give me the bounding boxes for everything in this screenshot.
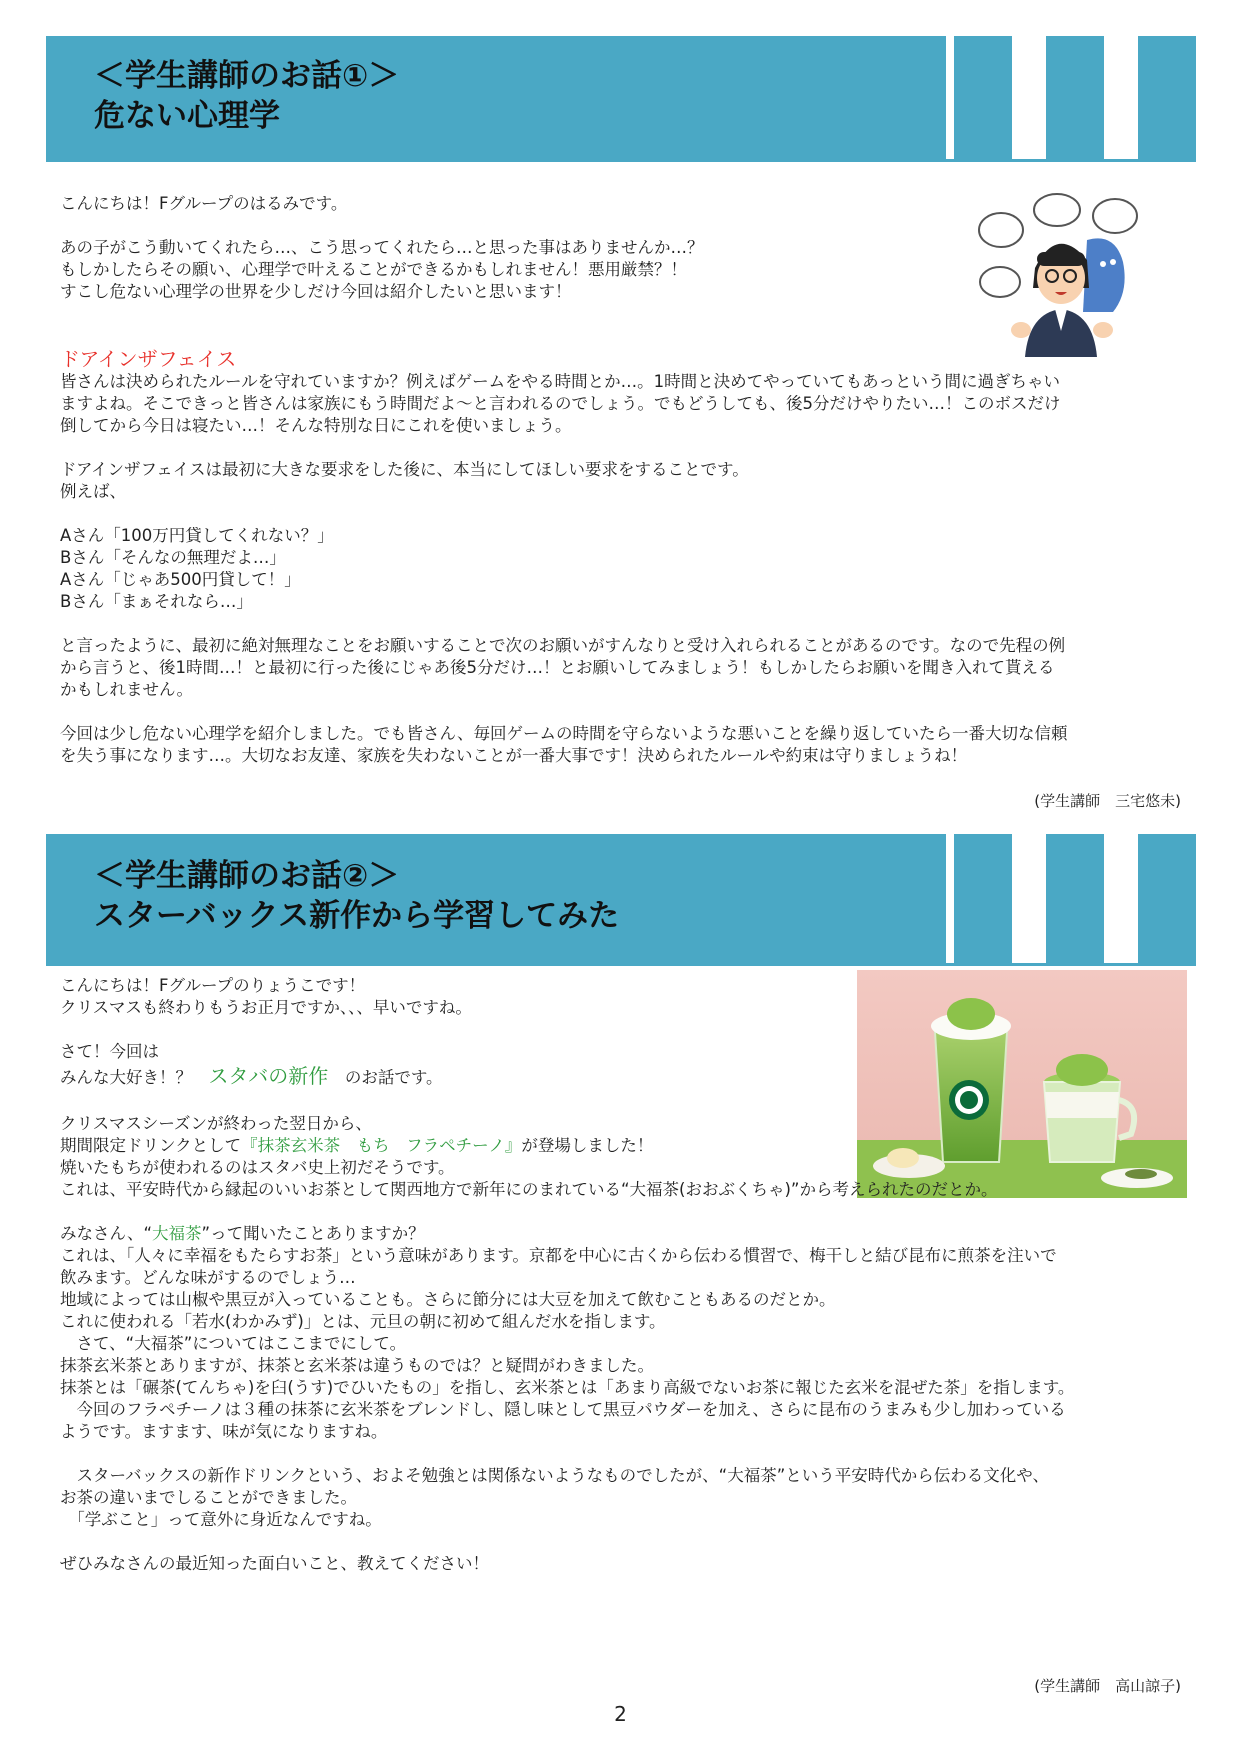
- text-fragment: のお話です。: [328, 1068, 443, 1087]
- paragraph-line: かもしれません。: [60, 680, 193, 699]
- section1-title: [94, 56, 399, 136]
- text-line: 抹茶玄米茶とありますが、抹茶と玄米茶は違うものでは？と疑問がわきました。: [60, 1356, 654, 1375]
- dialog-line: Aさん「じゃあ500円貸して！」: [60, 570, 301, 589]
- dialog-line: Bさん「そんなの無理だよ…」: [60, 548, 286, 567]
- paragraph-line: から言うと、後1時間…！と最初に行った後にじゃあ後5分だけ…！とお願いしてみましょう！もしかしたらお願いを聞き入れて貰える: [60, 658, 1055, 677]
- daifukucha-highlight: 大福茶: [152, 1224, 202, 1243]
- text-line: これに使われる「若水(わかみず)」とは、元旦の朝に初めて組んだ水を指します。: [60, 1312, 666, 1331]
- text-line: これは、「人々に幸福をもたらすお茶」という意味があります。京都を中心に古くから伝わる慣習で、梅干しと結び昆布に煎茶を注いで: [60, 1246, 1057, 1265]
- text-line: 地域によっては山椒や黒豆が入っていることも。さらに節分には大豆を加えて飲むこともあるのだとか。: [60, 1290, 836, 1309]
- drink-name-highlight: 『抹茶玄米茶 もち フラペチーノ』: [241, 1136, 522, 1155]
- section2-title: [94, 856, 619, 936]
- text-line: [60, 1223, 1180, 1245]
- text-fragment: ”って聞いたことありますか？: [201, 1224, 425, 1243]
- banner-underline: [46, 159, 1196, 162]
- section1-title-line2: 危ない心理学: [94, 98, 280, 134]
- paragraph-line: ますよね。そこできっと皆さんは家族にもう時間だよ～と言われるのでしょう。でもどうしても、後5分だけやりたい…！このボスだけ: [60, 394, 1061, 413]
- section1-banner: [46, 36, 1196, 162]
- intro-line: すこし危ない心理学の世界を少しだけ今回は紹介したいと思います！: [60, 282, 572, 301]
- intro-line: あの子がこう動いてくれたら…、こう思ってくれたら…と思った事はありませんか…？: [60, 238, 704, 257]
- text-line: スターバックスの新作ドリンクという、およそ勉強とは関係ないようなものでしたが、“大福茶”という平安時代から伝わる文化や、: [60, 1466, 1049, 1485]
- page-number: 2: [614, 1702, 627, 1726]
- section2-title-line1: ＜学生講師のお話②＞: [94, 858, 400, 894]
- paragraph-line: 例えば、: [60, 482, 126, 501]
- banner-square: [1138, 834, 1196, 966]
- text-line: こんにちは！Fグループのりょうこです！: [60, 976, 366, 995]
- text-line: [60, 1063, 1180, 1091]
- section2-banner: [46, 834, 1196, 966]
- text-line: これは、平安時代から縁起のいいお茶として関西地方で新年にのまれている“大福茶(おおぶくちゃ)”から考えられたのだとか。: [60, 1180, 998, 1199]
- section1-heading: ドアインザフェイス: [60, 347, 237, 371]
- banner-square: [1046, 36, 1104, 162]
- paragraph-line: 皆さんは決められたルールを守れていますか？例えばゲームをやる時間とか…。1時間と決めてやっていてもあっという間に過ぎちゃい: [60, 372, 1061, 391]
- text-line: お茶の違いまでしることができました。: [60, 1488, 357, 1507]
- text-fragment: 期間限定ドリンクとして: [60, 1136, 242, 1155]
- text-fragment: が登場しました！: [521, 1136, 654, 1155]
- paragraph-line: ドアインザフェイスは最初に大きな要求をした後に、本当にしてほしい要求をすることです。: [60, 460, 749, 479]
- text-line: ぜひみなさんの最近知った面白いこと、教えてください！: [60, 1554, 489, 1573]
- banner-square: [1138, 36, 1196, 162]
- dialog-line: Aさん「100万円貸してくれない？」: [60, 526, 334, 545]
- text-fragment: みんな大好き！？: [60, 1068, 209, 1087]
- text-line: 飲みます。どんな味がするのでしょう…: [60, 1268, 356, 1287]
- section1-body: [60, 193, 1180, 767]
- banner-square: [1046, 834, 1104, 966]
- text-line: 今回のフラペチーノは３種の抹茶に玄米茶をブレンドし、隠し味として黒豆パウダーを加え、さらに昆布のうまみも少し加わっている: [60, 1400, 1066, 1419]
- intro-line: こんにちは！Fグループのはるみです。: [60, 194, 348, 213]
- text-line: ようです。ますます、味が気になりますね。: [60, 1422, 388, 1441]
- section1-title-line1: ＜学生講師のお話①＞: [94, 58, 400, 94]
- text-line: 抹茶とは「碾茶(てんちゃ)を臼(うす)でひいたもの」を指し、玄米茶とは「あまり高級でないお茶に報じた玄米を混ぜた茶」を指します。: [60, 1378, 1075, 1397]
- section2-title-line2: スターバックス新作から学習してみた: [94, 898, 620, 934]
- text-line: 焼いたもちが使われるのはスタバ史上初だそうです。: [60, 1158, 455, 1177]
- text-line: [60, 1135, 1180, 1157]
- text-fragment: みなさん、“: [60, 1224, 153, 1243]
- text-line: 「学ぶこと」って意外に身近なんですね。: [60, 1510, 382, 1529]
- banner-underline: [46, 963, 1196, 966]
- dialog-line: Bさん「まぁそれなら…」: [60, 592, 253, 611]
- text-line: クリスマスも終わりもうお正月ですか、、、早いですね。: [60, 998, 472, 1017]
- section2-signature: (学生講師 高山諒子): [1034, 1677, 1181, 1695]
- intro-line: もしかしたらその願い、心理学で叶えることができるかもしれません！悪用厳禁？！: [60, 260, 687, 279]
- paragraph-line: と言ったように、最初に絶対無理なことをお願いすることで次のお願いがすんなりと受け入れられることがあるのです。なので先程の例: [60, 636, 1066, 655]
- text-line: さて！今回は: [60, 1042, 159, 1061]
- paragraph-line: 倒してから今日は寝たい…！そんな特別な日にこれを使いましょう。: [60, 416, 572, 435]
- section2-body: [60, 975, 1180, 1575]
- section1-signature: (学生講師 三宅悠未): [1034, 792, 1181, 810]
- banner-square: [954, 36, 1012, 162]
- banner-square: [954, 834, 1012, 966]
- starbucks-new-highlight: スタバの新作: [208, 1064, 329, 1088]
- paragraph-line: 今回は少し危ない心理学を紹介しました。でも皆さん、毎回ゲームの時間を守らないような悪いことを繰り返していたら一番大切な信頼: [60, 724, 1068, 743]
- text-line: さて、“大福茶”についてはここまでにして。: [60, 1334, 407, 1353]
- text-line: クリスマスシーズンが終わった翌日から、: [60, 1114, 372, 1133]
- paragraph-line: を失う事になります…。大切なお友達、家族を失わないことが一番大事です！決められたルールや約束は守りましょうね！: [60, 746, 968, 765]
